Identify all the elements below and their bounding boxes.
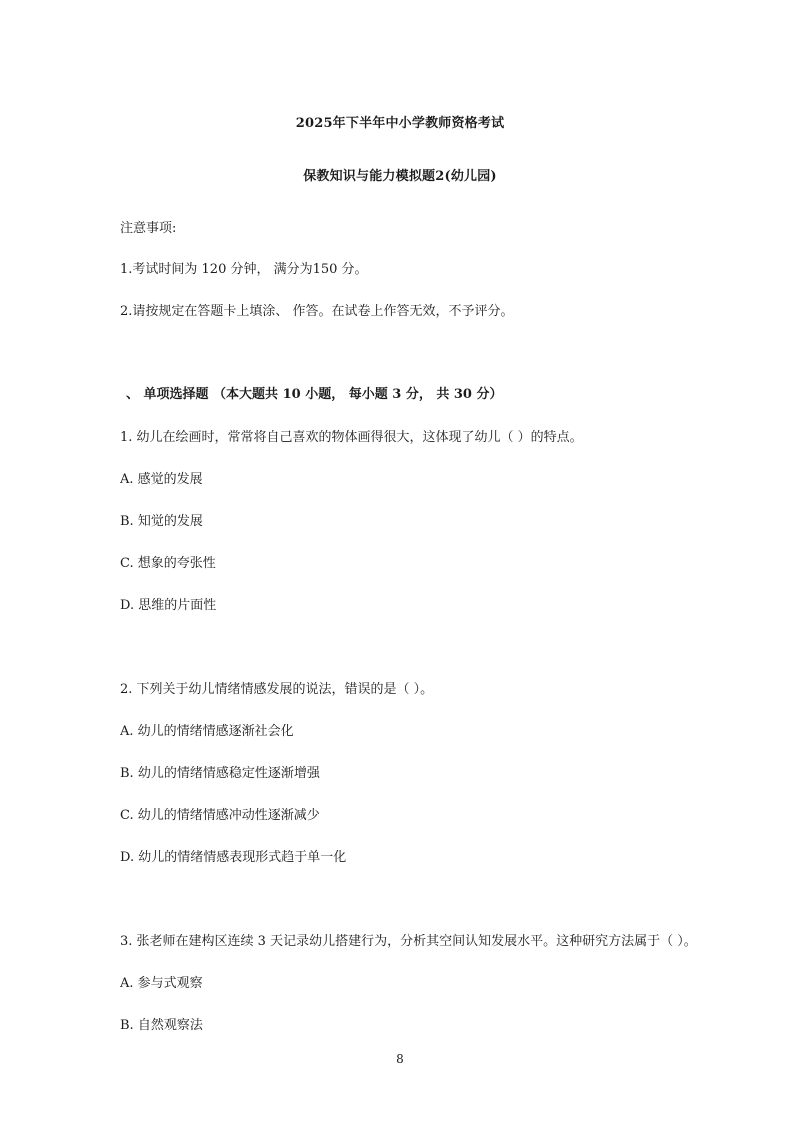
question-2-option-a: A. 幼儿的情绪情感逐渐社会化 <box>120 724 294 739</box>
question-1-option-b: B. 知觉的发展 <box>120 514 203 529</box>
question-3-option-b: B. 自然观察法 <box>120 1018 203 1033</box>
exam-title: 2025年下半年中小学教师资格考试 <box>295 116 505 131</box>
page-number: 8 <box>396 1052 404 1066</box>
question-2-option-d: D. 幼儿的情绪情感表现形式趋于单一化 <box>120 850 347 865</box>
section-heading: 、 单项选择题 （本大题共 10 小题， 每小题 3 分， 共 30 分） <box>126 387 503 402</box>
question-3-stem: 3. 张老师在建构区连续 3 天记录幼儿搭建行为，分析其空间认知发展水平。这种研究方法属于（ ）。 <box>120 934 697 949</box>
note-item-1: 1.考试时间为 120 分钟， 满分为150 分。 <box>120 262 368 277</box>
question-1-stem: 1. 幼儿在绘画时，常常将自己喜欢的物体画得很大，这体现了幼儿（ ）的特点。 <box>120 430 583 445</box>
question-2-stem: 2. 下列关于幼儿情绪情感发展的说法，错误的是（ ）。 <box>120 682 434 697</box>
question-2-option-c: C. 幼儿的情绪情感冲动性逐渐减少 <box>120 808 320 823</box>
question-1-option-c: C. 想象的夸张性 <box>120 556 216 571</box>
question-1-option-a: A. 感觉的发展 <box>120 472 203 487</box>
question-3-option-a: A. 参与式观察 <box>120 976 203 991</box>
paper-title: 保教知识与能力模拟题2(幼儿园) <box>303 169 497 184</box>
question-1-option-d: D. 思维的片面性 <box>120 598 217 613</box>
notes-label: 注意事项: <box>120 221 177 236</box>
question-2-option-b: B. 幼儿的情绪情感稳定性逐渐增强 <box>120 766 320 781</box>
note-item-2: 2.请按规定在答题卡上填涂、 作答。在试卷上作答无效，不予评分。 <box>120 304 514 319</box>
